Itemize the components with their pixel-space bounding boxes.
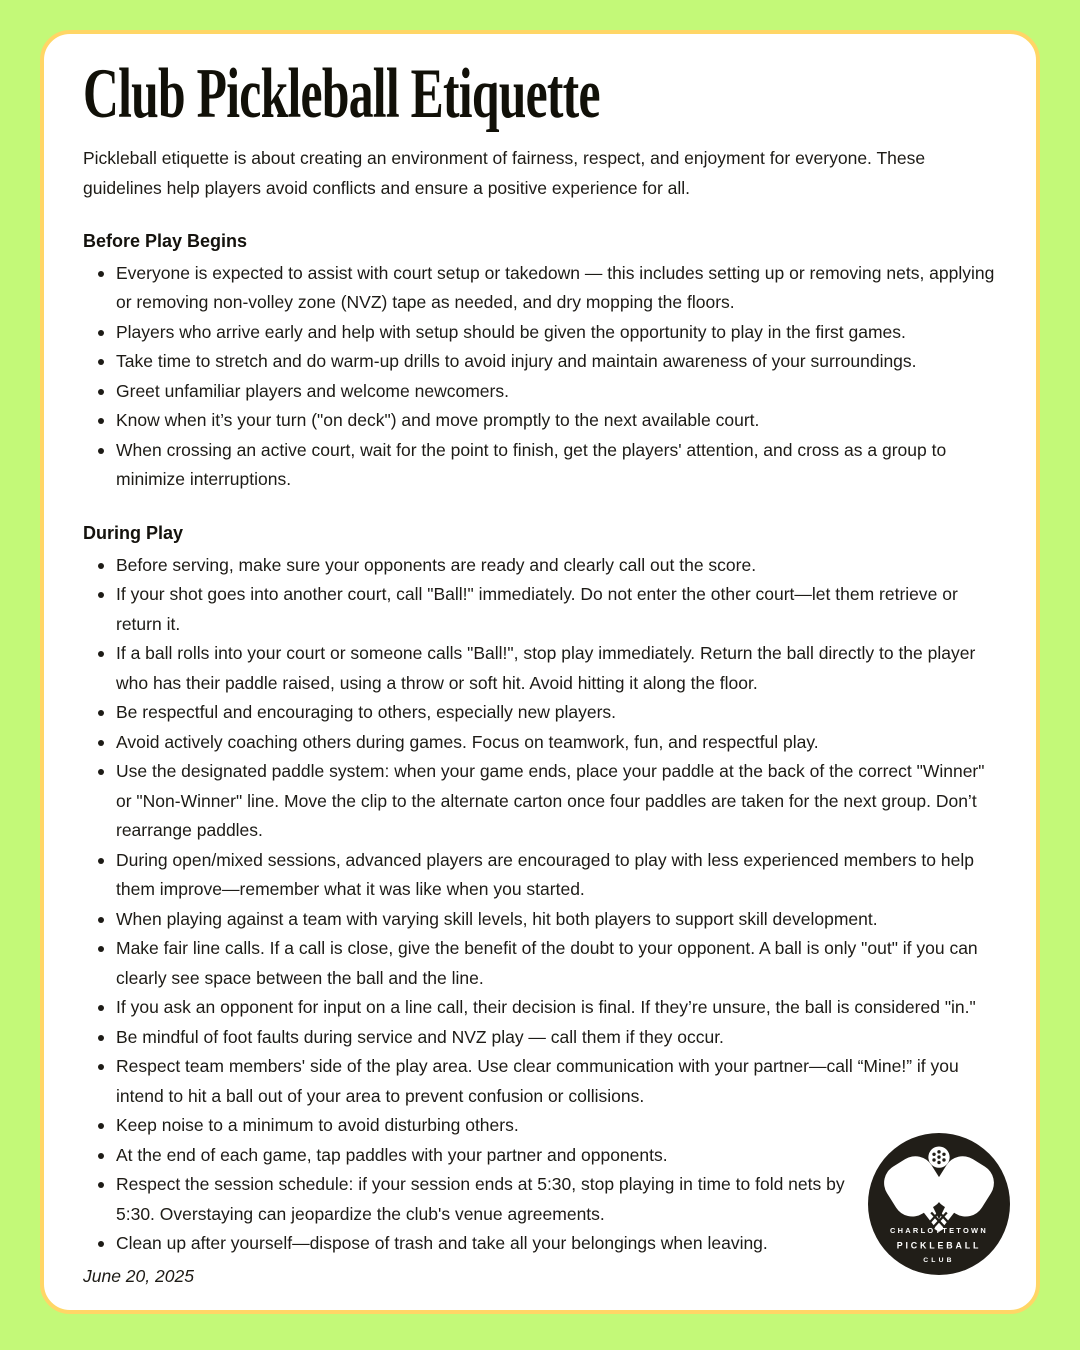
bullet-text: When playing against a team with varying skill levels, hit both players to support skill development. — [116, 908, 878, 929]
list-item — [83, 757, 996, 846]
list-item — [83, 347, 996, 377]
list-item — [83, 639, 996, 698]
list-item — [83, 993, 996, 1023]
bullet-text: Take time to stretch and do warm-up drills to avoid injury and maintain awareness of your surroundings. — [116, 351, 917, 372]
list-item — [83, 1023, 996, 1053]
list-item — [83, 406, 996, 436]
bullet-text: Before serving, make sure your opponents are ready and clearly call out the score. — [116, 554, 757, 575]
logo-text-line2: PICKLEBALL — [896, 1240, 982, 1251]
list-item — [83, 1170, 996, 1229]
list-item — [83, 318, 996, 348]
bullet-text: Clean up after yourself—dispose of trash and take all your belongings when leaving. — [116, 1233, 768, 1254]
bullet-text: Respect the session schedule: if your session ends at 5:30, stop playing in time to fold nets by 5:30. Overstaying can jeopardize the club's venue agreements. — [116, 1174, 845, 1224]
section-heading-during-play: During Play — [83, 522, 184, 543]
bullet-text: At the end of each game, tap paddles with your partner and opponents. — [116, 1144, 668, 1165]
list-item — [83, 1052, 996, 1111]
bullet-text: If you ask an opponent for input on a line call, their decision is final. If they’re unsure, the ball is considered "in." — [116, 997, 976, 1018]
bullet-text: Know when it’s your turn ("on deck") and move promptly to the next available court. — [116, 410, 760, 431]
list-item — [83, 259, 996, 318]
bullet-text: Players who arrive early and help with setup should be given the opportunity to play in the first games. — [116, 321, 906, 342]
logo-text-line3: CLUB — [923, 1257, 955, 1265]
bullet-text: Respect team members' side of the play area. Use clear communication with your partner—call “Mine!” if you intend to hit a ball out of your area to prevent confusion or collisions. — [116, 1056, 959, 1106]
list-item — [83, 698, 996, 728]
bullet-text: Be respectful and encouraging to others, especially new players. — [116, 702, 617, 723]
during-play-list — [83, 551, 996, 1265]
bullet-text: If a ball rolls into your court or someone calls "Ball!", stop play immediately. Return the ball directly to the player who has their paddle raised, using a throw or soft hit. Avoid hitting it along the floor. — [116, 643, 976, 693]
document-date: June 20, 2025 — [83, 1265, 194, 1286]
list-item — [83, 934, 996, 993]
bullet-text: Keep noise to a minimum to avoid disturbing others. — [116, 1115, 519, 1136]
bullet-text: Avoid actively coaching others during games. Focus on teamwork, fun, and respectful play. — [116, 731, 819, 752]
list-item — [83, 580, 996, 639]
bullet-text: When crossing an active court, wait for the point to finish, get the players' attention, and cross as a group to minimize interruptions. — [116, 439, 947, 490]
page-title: Club Pickleball Etiquette — [83, 52, 600, 133]
list-item — [83, 1111, 996, 1141]
bullet-text: Greet unfamiliar players and welcome newcomers. — [116, 380, 509, 401]
list-item — [83, 377, 996, 407]
before-play-list — [83, 259, 996, 495]
section-heading-before-play: Before Play Begins — [83, 230, 248, 251]
bullet-text: Be mindful of foot faults during service and NVZ play — call them if they occur. — [116, 1026, 724, 1047]
list-item — [83, 846, 996, 905]
list-item — [83, 1229, 996, 1259]
bullet-text: If your shot goes into another court, call "Ball!" immediately. Do not enter the other court—let them retrieve or return it. — [116, 584, 958, 634]
bullet-text: Everyone is expected to assist with court setup or takedown — this includes setting up or removing nets, applying or removing non-volley zone (NVZ) tape as needed, and dry mopping the floors. — [116, 262, 995, 313]
bullet-text: Use the designated paddle system: when your game ends, place your paddle at the back of the correct "Winner" or "Non-Winner" line. Move the clip to the alternate carton once four paddles are taken for the next group. Don’t rearrange paddles. — [116, 761, 985, 841]
logo-text-line1: CHARLOTTETOWN — [890, 1225, 988, 1235]
intro-paragraph: Pickleball etiquette is about creating an environment of fairness, respect, and enjoyment for everyone. These guidelines help players avoid conflicts and ensure a positive experience for all. — [83, 147, 926, 198]
bullet-text: During open/mixed sessions, advanced players are encouraged to play with less experienced members to help them improve—remember what it was like when you started. — [116, 849, 974, 900]
etiquette-card — [40, 30, 1040, 1314]
list-item — [83, 905, 996, 935]
bullet-text: Make fair line calls. If a call is close, give the benefit of the doubt to your opponent. A ball is only "out" if you can clearly see space between the ball and the line. — [116, 938, 978, 988]
list-item — [83, 728, 996, 758]
list-item — [83, 436, 996, 495]
pickleball-icon — [928, 1146, 949, 1167]
list-item — [83, 551, 996, 581]
